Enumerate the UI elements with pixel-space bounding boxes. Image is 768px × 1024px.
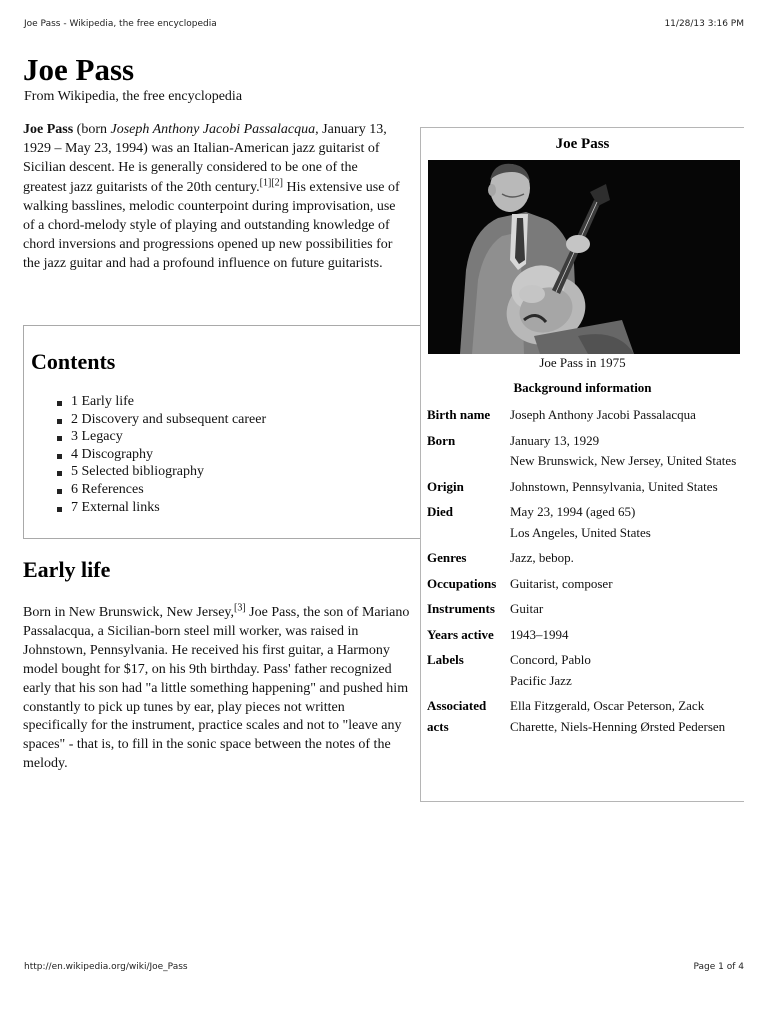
infobox-row-occupations [427, 574, 743, 595]
infobox-value-link[interactable]: Pacific Jazz [510, 672, 572, 688]
infobox-key: Born [427, 432, 456, 448]
intro-paragraph [23, 120, 403, 274]
print-footer-page-number: Page 1 of 4 [693, 962, 744, 972]
infobox-value-link[interactable]: Ella Fitzgerald, Oscar Peterson, Zack Charette, Niels-Henning Ørsted Pedersen [510, 698, 726, 734]
infobox-row-genres [427, 548, 743, 569]
infobox-key: Birth name [427, 407, 491, 422]
toc-item[interactable] [54, 463, 266, 481]
citation-link[interactable]: [1] [259, 176, 272, 188]
intro-text-2: His extensive use of walking basslines, melodic counterpoint during improvisation, use of a chord-melody style of playing and outstanding knowledge of chord inversions and progressions opened up new possibilities for the jazz guitar and had a profound influence on future guitarists. [23, 179, 400, 272]
infobox-title: Joe Pass [555, 136, 610, 152]
infobox-key: Origin [427, 478, 464, 494]
infobox-value [510, 431, 743, 472]
print-header-title: Joe Pass - Wikipedia, the free encyclopedia [24, 19, 217, 29]
infobox-key: Labels [427, 652, 464, 667]
table-of-contents [23, 325, 421, 539]
infobox-row-instruments [427, 599, 743, 620]
print-footer [24, 962, 744, 976]
infobox-value-link[interactable]: Guitar [510, 601, 544, 616]
toc-item[interactable] [54, 393, 266, 411]
infobox-caption: Joe Pass in 1975 [539, 355, 626, 370]
infobox-value-link[interactable]: Johnstown, Pennsylvania, United States [510, 478, 718, 494]
toc-link-legacy[interactable]: 3 Legacy [71, 429, 123, 445]
infobox [420, 127, 744, 802]
infobox-value-link[interactable]: New Brunswick, New Jersey, United States [510, 453, 737, 468]
infobox-key: Years active [427, 626, 494, 642]
infobox-row-birth-name [427, 405, 743, 426]
page-title: Joe Pass [23, 52, 135, 87]
toc-list [54, 393, 266, 516]
print-header-datetime: 11/28/13 3:16 PM [664, 19, 744, 29]
section-heading-early-life: Early life [23, 557, 111, 582]
toc-link-external-links[interactable]: 7 External links [71, 499, 160, 515]
infobox-row-died [427, 502, 743, 543]
infobox-value-line: January 13, 1929 [510, 432, 600, 448]
citation-link[interactable]: [3] [234, 602, 246, 614]
infobox-value-line: 1943–1994 [510, 626, 569, 642]
toc-item[interactable] [54, 411, 266, 429]
print-footer-url[interactable]: http://en.wikipedia.org/wiki/Joe_Pass [24, 962, 188, 972]
infobox-row-origin [427, 477, 743, 498]
early-life-text-2: Joe Pass, the son of Mariano Passalacqua, a Sicilian-born steel mill worker, was raised in Johnstown, Pennsylvania. He received his first guitar, a Harmony model bought for $17, on his 9th birthday. Pass' father recognized early that his son had "a little something happening" and pushed him constantly to pick up tunes by ear, play pieces not written specifically for the instrument, practice scales and not to "leave any spaces" - that is, to fill in the sonic space between the notes of the melody. [23, 605, 410, 772]
infobox-value-line: Joseph Anthony Jacobi Passalacqua [510, 407, 696, 422]
infobox-value-link[interactable]: Jazz, bebop. [510, 550, 574, 565]
infobox-row-years-active [427, 625, 743, 646]
print-header [24, 19, 744, 33]
infobox-rows [427, 405, 743, 742]
infobox-row-labels [427, 650, 743, 691]
infobox-key: Died [427, 504, 453, 519]
infobox-value [510, 502, 743, 543]
early-life-text-1: Born in New Brunswick, New Jersey, [23, 605, 234, 620]
toc-link-references[interactable]: 6 References [71, 481, 144, 497]
toc-item[interactable] [54, 499, 266, 517]
infobox-photo[interactable] [428, 160, 740, 354]
infobox-value-link[interactable]: Los Angeles, United States [510, 524, 651, 540]
infobox-value-link[interactable]: Guitarist, composer [510, 575, 613, 591]
intro-text-1: , January 13, 1929 – May 23, 1994) was an Italian-American jazz guitarist of Sicilian descent. He is generally considered to be one of the greatest jazz guitarists of the 20th century. [23, 122, 387, 195]
toc-item[interactable] [54, 446, 266, 464]
citation-link[interactable]: [2] [271, 176, 283, 188]
toc-link-early-life[interactable]: 1 Early life [71, 394, 134, 409]
infobox-section-heading: Background information [513, 380, 652, 395]
intro-birth-name: Joseph Anthony Jacobi Passalacqua [110, 122, 316, 137]
infobox-value [510, 477, 743, 498]
infobox-value [510, 625, 743, 646]
intro-born-open: (born [73, 122, 111, 137]
infobox-key: Associated acts [427, 698, 487, 734]
site-tagline: From Wikipedia, the free encyclopedia [24, 89, 243, 104]
toc-item[interactable] [54, 428, 266, 446]
infobox-value [510, 548, 743, 569]
guitarist-photo-illustration [428, 160, 740, 354]
infobox-value [510, 574, 743, 595]
infobox-value [510, 696, 743, 737]
toc-link-discovery[interactable]: 2 Discovery and subsequent career [71, 411, 267, 427]
infobox-value [510, 599, 743, 620]
infobox-key: Instruments [427, 601, 495, 616]
infobox-row-associated-acts [427, 696, 743, 737]
infobox-row-born [427, 431, 743, 472]
intro-bold-name: Joe Pass [23, 122, 74, 137]
toc-link-bibliography[interactable]: 5 Selected bibliography [71, 464, 204, 480]
infobox-key: Genres [427, 550, 467, 565]
infobox-value [510, 405, 743, 426]
toc-item[interactable] [54, 481, 266, 499]
early-life-paragraph [23, 604, 411, 774]
toc-link-discography[interactable]: 4 Discography [71, 446, 154, 462]
infobox-value-link[interactable]: Concord, Pablo [510, 652, 591, 667]
infobox-value-line: May 23, 1994 (aged 65) [510, 504, 636, 519]
infobox-key: Occupations [427, 575, 497, 591]
toc-title: Contents [31, 349, 116, 374]
infobox-value [510, 650, 743, 691]
